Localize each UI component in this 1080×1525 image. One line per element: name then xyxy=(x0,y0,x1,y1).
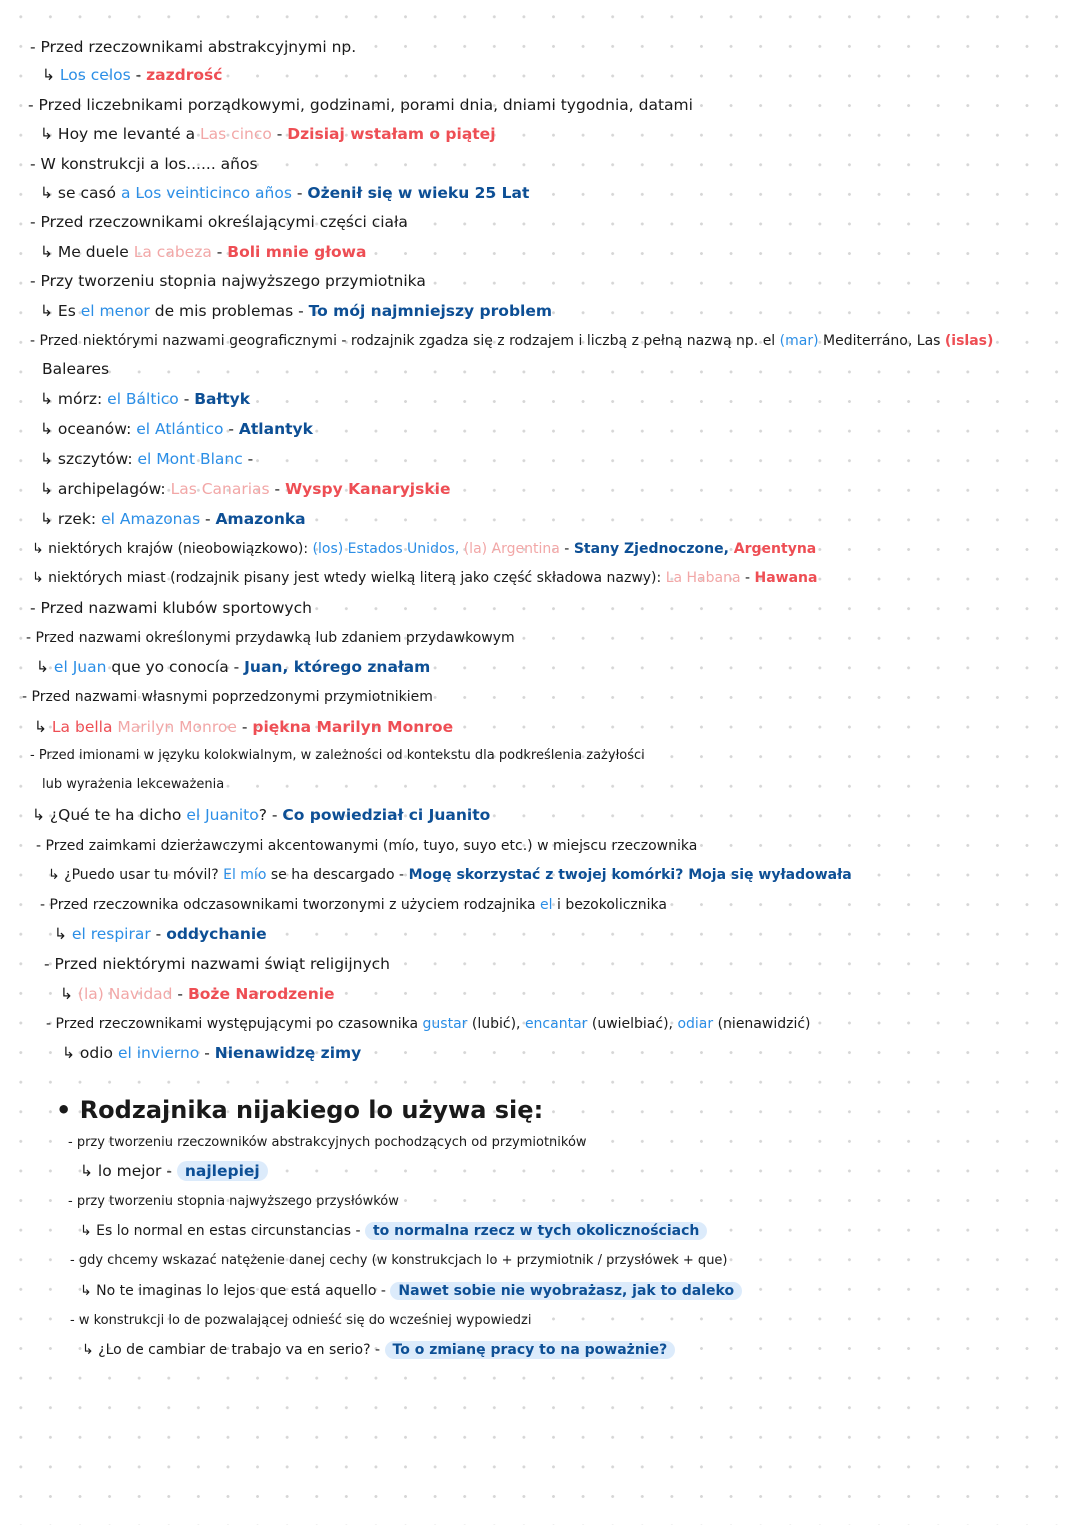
es-phrase: El mío xyxy=(223,867,267,883)
rule-text: - Przed niektórymi nazwami geograficznymi - rodzajnik zgadza się z rodzajem i liczbą z pełną nazwą np. el xyxy=(30,333,780,349)
pl-translation: Dzisiaj wstałam o piątej xyxy=(287,125,496,143)
es-phrase: (mar) xyxy=(779,333,819,349)
es-phrase: el Juanito xyxy=(186,806,259,824)
sep: - xyxy=(199,1044,215,1062)
sep: - xyxy=(150,925,167,943)
rule-lo-abstract: - przy tworzeniu rzeczowników abstrakcyjnych pochodzących od przymiotników xyxy=(68,1135,587,1150)
section-heading-lo: • Rodzajnika nijakiego lo używa się: xyxy=(56,1096,544,1124)
es-phrase: el Atlántico xyxy=(136,420,224,438)
es-phrase: Las cinco xyxy=(200,125,272,143)
rule-text: i bezokolicznika xyxy=(552,897,667,913)
rule-a-los-anos: - W konstrukcji a los...... años xyxy=(30,155,258,173)
es-phrase: (islas) xyxy=(944,333,994,349)
pl-translation: piękna Marilyn Monroe xyxy=(252,718,454,736)
es-text: ↳ lo mejor - xyxy=(80,1162,177,1180)
sep: - xyxy=(236,718,253,736)
es-phrase: el invierno xyxy=(117,1044,200,1062)
example-navidad xyxy=(60,983,335,1005)
rule-colloquial-cont: lub wyrażenia lekceważenia xyxy=(42,777,225,792)
rule-gustar-verbs xyxy=(46,1013,811,1035)
pl-translation-highlight: najlepiej xyxy=(177,1161,268,1181)
pl-translation: Ożenił się w wieku 25 Lat xyxy=(307,184,530,202)
rule-verbal-nouns xyxy=(40,894,667,916)
rule-lo-de: - w konstrukcji lo de pozwalającej odnieść się do wcześniej wypowiedzi xyxy=(70,1313,532,1328)
rule-text: Mediterráno, Las xyxy=(818,333,945,349)
sep: - xyxy=(200,510,216,528)
es-phrase: Marilyn Monroe xyxy=(112,718,237,736)
es-text: ↳ mórz: xyxy=(40,390,108,408)
rule-text: - Przed rzeczownika odczasownikami tworzonymi z użyciem rodzajnika xyxy=(40,897,541,913)
pl-translation: Bałtyk xyxy=(194,390,251,408)
es-text: ↳ xyxy=(60,985,78,1003)
example-countries xyxy=(32,538,816,560)
example-el-invierno xyxy=(62,1042,361,1064)
pl-translation: Boli mnie głowa xyxy=(227,243,367,261)
pl-translation: Juan, którego znałam xyxy=(244,658,431,676)
rule-text: - Przed rzeczownikami występującymi po czasownika xyxy=(46,1016,423,1032)
example-lo-mejor xyxy=(80,1160,268,1182)
example-lo-lejos xyxy=(80,1280,742,1302)
es-text: ↳ Es xyxy=(40,302,81,320)
es-text: de mis problemas - xyxy=(149,302,309,320)
pl-translation-highlight: To o zmianę pracy to na poważnie? xyxy=(385,1341,676,1359)
rule-attributive: - Przed nazwami określonymi przydawką lub zdaniem przydawkowym xyxy=(26,630,515,646)
es-phrase: Las Canarias xyxy=(170,480,270,498)
es-text: ↳ szczytów: xyxy=(40,450,138,468)
es-phrase: el Amazonas xyxy=(101,510,201,528)
arrow-icon: ↳ xyxy=(42,66,60,84)
rule-geographic xyxy=(30,330,993,352)
example-el-respirar xyxy=(54,923,267,945)
es-phrase: el Báltico xyxy=(107,390,179,408)
rule-proper-names-adj: - Przed nazwami własnymi poprzedzonymi przymiotnikiem xyxy=(22,689,433,705)
es-phrase: La bella xyxy=(51,718,113,736)
example-las-cinco xyxy=(40,123,496,145)
es-phrase: (la) Argentina xyxy=(459,541,560,557)
rule-body-parts: - Przed rzeczownikami określającymi części ciała xyxy=(30,213,408,231)
pl-translation: To mój najmniejszy problem xyxy=(308,302,553,320)
pl-translation-highlight: Nawet sobie nie wyobrażasz, jak to daleko xyxy=(390,1282,742,1300)
es-text: ↳ Me duele xyxy=(40,243,134,261)
es-text: ↳ niektórych krajów (nieobowiązkowo): xyxy=(32,541,313,557)
sep: - xyxy=(223,420,239,438)
example-la-bella xyxy=(34,716,453,738)
example-la-cabeza xyxy=(40,241,366,263)
es-phrase: gustar xyxy=(422,1016,468,1032)
pl-translation: Co powiedział ci Juanito xyxy=(282,806,491,824)
rule-superlative: - Przy tworzeniu stopnia najwyższego przymiotnika xyxy=(30,272,426,290)
es-text: ↳ ¿Puedo usar tu móvil? xyxy=(48,867,224,883)
rule-text: (nienawidzić) xyxy=(713,1016,811,1032)
pl-translation: Argentyna xyxy=(728,541,817,557)
rule-sport-clubs: - Przed nazwami klubów sportowych xyxy=(30,599,312,617)
example-oceans xyxy=(40,418,313,440)
rule-abstract-nouns: - Przed rzeczownikami abstrakcyjnymi np. xyxy=(30,38,357,56)
sep: - xyxy=(172,985,188,1003)
es-phrase: Los celos xyxy=(59,66,131,84)
rule-colloquial-names: - Przed imionami w języku kolokwialnym, w zależności od kontekstu dla podkreślenia zażyłości xyxy=(30,748,645,763)
es-text: ↳ oceanów: xyxy=(40,420,137,438)
rule-lo-adverb-superlative: - przy tworzeniu stopnia najwyższego przysłówków xyxy=(68,1194,399,1209)
es-text: ↳ se casó xyxy=(40,184,121,202)
es-phrase: el respirar xyxy=(71,925,151,943)
pl-translation: Atlantyk xyxy=(238,420,313,438)
es-phrase: (los) Estados Unidos, xyxy=(312,541,460,557)
sep: - xyxy=(130,66,147,84)
es-text: se ha descargado - xyxy=(266,867,409,883)
sep: - xyxy=(211,243,228,261)
es-text: ↳ Hoy me levanté a xyxy=(40,125,201,143)
example-peaks xyxy=(40,448,253,470)
es-phrase: (la) Navidad xyxy=(77,985,173,1003)
pl-translation: Amazonka xyxy=(215,510,306,528)
example-cities xyxy=(32,567,817,589)
es-phrase: odiar xyxy=(677,1016,714,1032)
example-archipelagos xyxy=(40,478,451,500)
es-phrase: el Mont Blanc xyxy=(137,450,243,468)
rule-religious-holidays: - Przed niektórymi nazwami świąt religijnych xyxy=(44,955,390,973)
example-los-celos xyxy=(42,64,222,86)
es-phrase: La cabeza xyxy=(133,243,212,261)
example-lo-de-cambiar xyxy=(82,1339,675,1361)
es-phrase: el menor xyxy=(80,302,150,320)
es-phrase: encantar xyxy=(524,1016,588,1032)
es-text: ↳ ¿Qué te ha dicho xyxy=(32,806,187,824)
es-phrase: el xyxy=(540,897,553,913)
pl-translation: Stany Zjednoczone, xyxy=(573,541,729,557)
pl-translation-highlight: to normalna rzecz w tych okolicznościach xyxy=(365,1222,707,1240)
example-seas xyxy=(40,388,250,410)
sep: - xyxy=(242,450,254,468)
es-text: que yo conocía - xyxy=(106,658,245,676)
es-text: ↳ xyxy=(34,718,52,736)
es-text: ↳ No te imaginas lo lejos que está aquello - xyxy=(80,1283,391,1299)
pl-translation: Hawana xyxy=(754,570,818,586)
es-text: ↳ niektórych miast (rodzajnik pisany jest wtedy wielką literą jako część składowa nazwy): xyxy=(32,570,666,586)
es-text: ↳ odio xyxy=(62,1044,118,1062)
es-text: ↳ xyxy=(54,925,72,943)
es-text: ↳ archipelagów: xyxy=(40,480,171,498)
es-text: ? - xyxy=(258,806,283,824)
es-text: ↳ Es lo normal en estas circunstancias - xyxy=(80,1223,365,1239)
pl-translation: Mogę skorzystać z twojej komórki? Moja się wyładowała xyxy=(408,867,852,883)
rule-text: (lubić), xyxy=(467,1016,525,1032)
es-text: ↳ rzek: xyxy=(40,510,102,528)
example-el-menor xyxy=(40,300,552,322)
es-text: ↳ ¿Lo de cambiar de trabajo va en serio? - xyxy=(82,1342,385,1358)
es-phrase: el Juan xyxy=(53,658,107,676)
sep: - xyxy=(271,125,288,143)
rule-lo-intensity: - gdy chcemy wskazać natężenie danej cechy (w konstrukcjach lo + przymiotnik / przysłówek + que) xyxy=(70,1253,728,1268)
pl-translation: zazdrość xyxy=(146,66,223,84)
sep: - xyxy=(269,480,286,498)
example-juanito xyxy=(32,804,490,826)
rule-text: (uwielbiać), xyxy=(587,1016,678,1032)
example-veinticinco xyxy=(40,182,529,204)
es-phrase: a Los veinticinco años xyxy=(120,184,292,202)
pl-translation: Nienawidzę zimy xyxy=(214,1044,362,1062)
rule-ordinals: - Przed liczebnikami porządkowymi, godzinami, porami dnia, dniami tygodnia, datami xyxy=(28,96,693,114)
es-text: ↳ xyxy=(36,658,54,676)
sep: - xyxy=(291,184,308,202)
sep: - xyxy=(559,541,574,557)
rule-possessive-pronouns: - Przed zaimkami dzierżawczymi akcentowanymi (mío, tuyo, suyo etc.) w miejscu rzeczownika xyxy=(36,838,698,854)
sep: - xyxy=(740,570,755,586)
pl-translation: oddychanie xyxy=(166,925,267,943)
example-el-juan xyxy=(36,656,430,678)
pl-translation: Boże Narodzenie xyxy=(187,985,335,1003)
pl-translation: Wyspy Kanaryjskie xyxy=(285,480,451,498)
sep: - xyxy=(178,390,195,408)
example-el-mio xyxy=(48,864,852,886)
es-phrase: La Habana xyxy=(665,570,741,586)
rule-geographic-cont: Baleares xyxy=(42,360,110,378)
example-rivers xyxy=(40,508,306,530)
example-lo-normal xyxy=(80,1220,707,1242)
